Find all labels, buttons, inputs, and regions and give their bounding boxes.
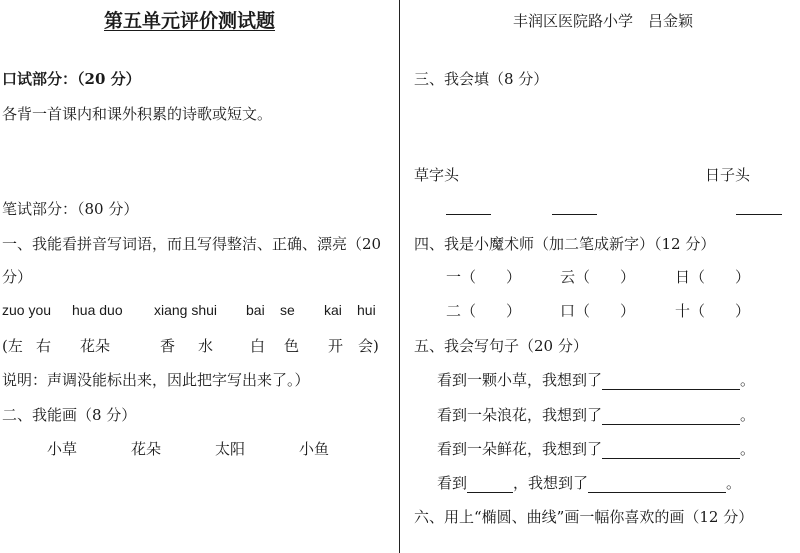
sentence-3-end: 。 (740, 440, 756, 458)
q3-label-right: 日子头 (705, 166, 751, 184)
sentence-4-part-a: 看到 (437, 474, 468, 492)
sentence-2 (437, 404, 755, 425)
question-6: 六、用上“椭圆、曲线”画一幅你喜欢的画（12 分） (414, 508, 754, 526)
magic-item-3 (675, 266, 750, 287)
magic-item-5 (560, 300, 635, 321)
q3-blank-2[interactable] (552, 214, 597, 215)
sentence-4-part-b: ，我想到了 (513, 474, 589, 492)
hanzi-8: 开 (328, 337, 344, 355)
hanzi-9: 会) (358, 337, 379, 355)
magic-char-1: 一 (446, 268, 462, 286)
pinyin-2: hua duo (72, 302, 123, 318)
hanzi-7: 色 (284, 337, 300, 355)
magic-char-2: 云 (560, 268, 576, 286)
magic-answer-1[interactable]: （ ） (461, 268, 522, 286)
draw-item-sun: 太阳 (215, 440, 246, 458)
magic-answer-2[interactable]: （ ） (575, 268, 636, 286)
oral-heading: 口试部分：（20 分） (2, 70, 141, 88)
sentence-4-end: 。 (726, 474, 742, 492)
magic-item-1 (446, 266, 521, 287)
q3-blank-1[interactable] (446, 214, 491, 215)
question-4: 四、我是小魔术师（加二笔成新字）（12 分） (414, 235, 716, 253)
question-3: 三、我会填（8 分） (414, 70, 549, 88)
draw-item-fish: 小鱼 (299, 440, 330, 458)
sentence-3 (437, 438, 755, 459)
pinyin-4: bai (246, 302, 265, 318)
magic-item-2 (560, 266, 635, 287)
pinyin-3: xiang shui (154, 302, 218, 318)
sentence-2-end: 。 (740, 406, 756, 424)
question-1-line-2: 分） (2, 268, 33, 286)
draw-item-flower: 花朵 (131, 440, 162, 458)
header-author: 丰润区医院路小学 吕金颖 (513, 12, 694, 30)
sentence-4 (437, 472, 741, 493)
column-divider (399, 0, 400, 553)
written-heading: 笔试部分：（80 分） (2, 200, 139, 218)
sentence-4-blank-1[interactable] (467, 476, 513, 493)
hanzi-4: 香 (160, 337, 176, 355)
pinyin-6: kai (324, 302, 342, 318)
magic-char-5: 口 (560, 302, 576, 320)
hanzi-2: 右 (36, 337, 52, 355)
sentence-2-text: 看到一朵浪花，我想到了 (437, 406, 603, 424)
magic-answer-3[interactable]: （ ） (690, 268, 751, 286)
magic-char-3: 日 (675, 268, 691, 286)
magic-answer-5[interactable]: （ ） (575, 302, 636, 320)
draw-item-grass: 小草 (47, 440, 78, 458)
sentence-1-text: 看到一颗小草，我想到了 (437, 371, 603, 389)
sentence-1-blank[interactable] (602, 373, 740, 390)
page-title: 第五单元评价测试题 (104, 10, 276, 32)
q3-label-left: 草字头 (414, 166, 460, 184)
magic-answer-4[interactable]: （ ） (461, 302, 522, 320)
magic-char-4: 二 (446, 302, 462, 320)
sentence-1 (437, 369, 755, 390)
q3-blank-3[interactable] (736, 214, 782, 215)
sentence-4-blank-2[interactable] (588, 476, 726, 493)
hanzi-5: 水 (198, 337, 214, 355)
hanzi-6: 白 (250, 337, 266, 355)
note: 说明：声调没能标出来，因此把字写出来了。） (2, 371, 310, 389)
sentence-3-text: 看到一朵鲜花，我想到了 (437, 440, 603, 458)
hanzi-1: (左 (2, 337, 23, 355)
pinyin-5: se (280, 302, 295, 318)
question-5: 五、我会写句子（20 分） (414, 337, 588, 355)
sentence-1-end: 。 (740, 371, 756, 389)
magic-item-4 (446, 300, 521, 321)
question-1-line-1: 一、我能看拼音写词语，而且写得整洁、正确、漂亮（20 (2, 235, 382, 253)
pinyin-1: zuo you (2, 302, 52, 318)
hanzi-3: 花朵 (80, 337, 111, 355)
question-2: 二、我能画（8 分） (2, 406, 137, 424)
sentence-2-blank[interactable] (602, 408, 740, 425)
sentence-3-blank[interactable] (602, 442, 740, 459)
magic-char-6: 十 (675, 302, 691, 320)
oral-instruction: 各背一首课内和课外积累的诗歌或短文。 (2, 105, 273, 123)
magic-item-6 (675, 300, 750, 321)
magic-answer-6[interactable]: （ ） (690, 302, 751, 320)
pinyin-7: hui (357, 302, 376, 318)
